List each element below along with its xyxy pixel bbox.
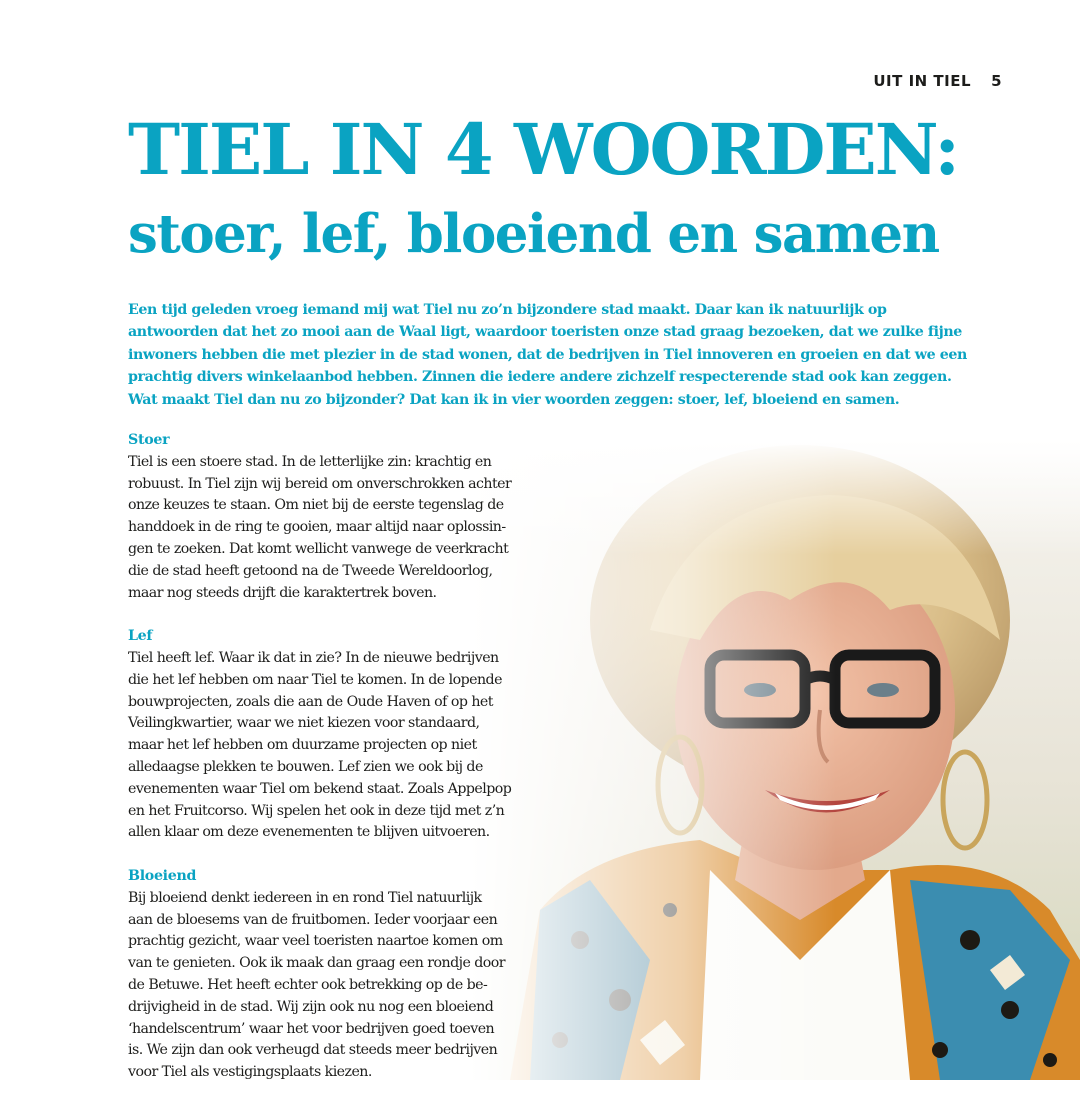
body-line: Veilingkwartier, waar we niet kiezen voor standaard, — [128, 715, 480, 732]
body-line: die de stad heeft getoond na de Tweede Wereldoorlog, — [128, 562, 493, 579]
section-label: UIT IN TIEL — [873, 72, 972, 90]
body-line: is. We zijn dan ook verheugd dat steeds meer bedrijven — [128, 1042, 498, 1059]
body-line: bouwprojecten, zoals die aan de Oude Haven of op het — [128, 693, 493, 710]
intro-line: inwoners hebben die met plezier in de stad wonen, dat de bedrijven in Tiel innoveren en groeien en dat we een — [128, 346, 967, 363]
body-line: ‘handelscentrum’ waar het voor bedrijven goed toeven — [128, 1020, 495, 1037]
body-column — [128, 430, 513, 1106]
section-lef — [128, 626, 513, 844]
body-line: prachtig gezicht, waar veel toeristen naartoe komen om — [128, 933, 503, 950]
body-line: alledaagse plekken te bouwen. Lef zien we ook bij de — [128, 758, 483, 775]
body-line: en het Fruitcorso. Wij spelen het ook in deze tijd met z’n — [128, 802, 505, 819]
section-heading: Lef — [128, 628, 153, 645]
intro-line: Een tijd geleden vroeg iemand mij wat Tiel nu zo’n bijzondere stad maakt. Daar kan ik natuurlijk op — [128, 302, 887, 318]
section-bloeiend — [128, 866, 513, 1084]
body-line: drijvigheid in de stad. Wij zijn ook nu nog een bloeiend — [128, 998, 494, 1015]
intro-paragraph — [128, 299, 967, 411]
body-line: die het lef hebben om naar Tiel te komen. In de lopende — [128, 671, 502, 688]
body-line: van te genieten. Ook ik maak dan graag een rondje door — [128, 955, 506, 972]
portrait-photo — [470, 440, 1080, 1080]
page-subtitle: stoer, lef, bloeiend en samen — [128, 203, 939, 265]
body-line: handdoek in de ring te gooien, maar altijd naar oplossin- — [128, 519, 506, 536]
body-line: voor Tiel als vestigingsplaats kiezen. — [128, 1064, 372, 1081]
body-line: allen klaar om deze evenementen te blijven uitvoeren. — [128, 824, 490, 841]
body-line: maar nog steeds drijft die karaktertrek boven. — [128, 584, 437, 601]
body-line: aan de bloesems van de fruitbomen. Ieder voorjaar een — [128, 911, 498, 928]
body-line: Tiel is een stoere stad. In de letterlijke zin: krachtig en — [128, 453, 492, 470]
intro-line: antwoorden dat het zo mooi aan de Waal ligt, waardoor toeristen onze stad graag bezoeken, dat we zulke fijne — [128, 324, 962, 341]
body-line: Tiel heeft lef. Waar ik dat in zie? In de nieuwe bedrijven — [128, 649, 499, 666]
section-heading: Stoer — [128, 432, 170, 448]
body-line: robuust. In Tiel zijn wij bereid om onverschrokken achter — [128, 475, 512, 492]
page-title: TIEL IN 4 WOORDEN: — [128, 108, 959, 191]
body-line: maar het lef hebben om duurzame projecten op niet — [128, 737, 477, 754]
body-line: evenementen waar Tiel om bekend staat. Zoals Appelpop — [128, 780, 512, 797]
section-heading: Bloeiend — [128, 867, 197, 884]
body-line: onze keuzes te staan. Om niet bij de eerste tegenslag de — [128, 497, 504, 514]
body-line: de Betuwe. Het heeft echter ook betrekking op de be- — [128, 976, 488, 993]
body-line: Bij bloeiend denkt iedereen in en rond Tiel natuurlijk — [128, 889, 482, 906]
page-number: 5 — [991, 72, 1002, 90]
body-line: gen te zoeken. Dat komt wellicht vanwege de veerkracht — [128, 540, 509, 557]
running-header — [873, 72, 1002, 90]
intro-line: Wat maakt Tiel dan nu zo bijzonder? Dat kan ik in vier woorden zeggen: stoer, lef, bloeiend en samen. — [128, 391, 900, 408]
intro-line: prachtig divers winkelaanbod hebben. Zinnen die iedere andere zichzelf respecterende stad ook kan zeggen. — [128, 369, 952, 386]
section-stoer — [128, 430, 513, 604]
